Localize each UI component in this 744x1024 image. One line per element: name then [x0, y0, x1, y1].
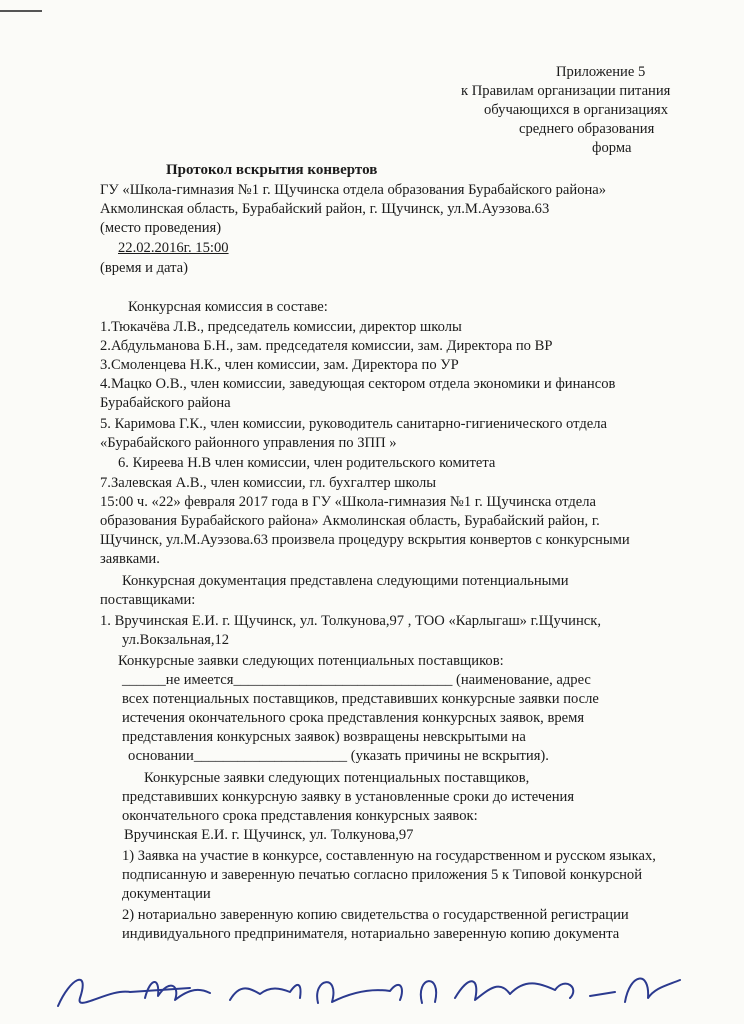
commission-member-5-cont: «Бурабайского районного управления по ЗПП » [100, 435, 397, 451]
body-line: Вручинская Е.И. г. Щучинск, ул. Толкунова,97 [124, 827, 414, 843]
commission-member-4: 4.Мацко О.В., член комиссии, заведующая сектором отдела экономики и финансов [100, 376, 616, 392]
body-line: образования Бурабайского района» Акмолинская область, Бурабайский район, г. [100, 513, 600, 529]
signature-4 [317, 982, 402, 1003]
scan-mark [0, 10, 42, 12]
body-line: Конкурсные заявки следующих потенциальных поставщиков: [118, 653, 504, 669]
organization-address: Акмолинская область, Бурабайский район, г. Щучинск, ул.М.Ауэзова.63 [100, 201, 550, 217]
body-line: поставщиками: [100, 592, 196, 608]
document-item-1: 1) Заявка на участие в конкурсе, составленную на государственном и русском языках, [122, 848, 656, 864]
body-line: Щучинск, ул.М.Ауэзова.63 произвела процедуру вскрытия конвертов с конкурсными [100, 532, 630, 548]
body-line: истечения окончательного срока представления конкурсных заявок, время [122, 710, 585, 726]
body-line: представления конкурсных заявок) возвращены невскрытыми на [122, 729, 526, 745]
annex-line-3: обучающихся в организациях [484, 102, 669, 118]
body-line: окончательного срока представления конкурсных заявок: [122, 808, 478, 824]
document-item-1-cont: подписанную и заверенную печатью согласно приложения 5 к Типовой конкурсной [122, 867, 643, 883]
signature-7 [590, 979, 680, 1002]
commission-member-1: 1.Тюкачёва Л.В., председатель комиссии, директор школы [100, 319, 462, 335]
document-item-2-cont: индивидуального предпринимателя, нотариально заверенную копию документа [122, 926, 620, 942]
body-line: всех потенциальных поставщиков, представивших конкурсные заявки после [122, 691, 599, 707]
annex-line-5: форма [592, 140, 632, 156]
body-line: 15:00 ч. «22» февраля 2017 года в ГУ «Школа-гимназия №1 г. Щучинска отдела [100, 494, 597, 510]
supplier-item-1: 1. Вручинская Е.И. г. Щучинск, ул. Толкунова,97 , ТОО «Карлыгаш» г.Щучинск, [100, 613, 601, 629]
commission-member-7: 7.Залевская А.В., член комиссии, гл. бухгалтер школы [100, 475, 437, 491]
signature-1 [58, 980, 190, 1006]
place-label: (место проведения) [100, 220, 222, 236]
document-item-1-cont: документации [122, 886, 211, 902]
annex-line-2: к Правилам организации питания [461, 83, 671, 99]
commission-member-4-cont: Бурабайского района [100, 395, 231, 411]
body-line: Конкурсная документация представлена следующими потенциальными [122, 573, 569, 589]
annex-line-4: среднего образования [519, 121, 655, 137]
document-item-2: 2) нотариально заверенную копию свидетельства о государственной регистрации [122, 907, 629, 923]
organization-name: ГУ «Школа-гимназия №1 г. Щучинска отдела образования Бурабайского района» [100, 182, 607, 198]
signature-5 [421, 981, 436, 1003]
body-line: Конкурсные заявки следующих потенциальных поставщиков, [144, 770, 530, 786]
annex-line-1: Приложение 5 [556, 64, 646, 80]
body-line: ______не имеется______________________________ (наименование, адрес [122, 672, 591, 688]
commission-member-5: 5. Каримова Г.К., член комиссии, руководитель санитарно-гигиенического отдела [100, 416, 607, 432]
supplier-item-1-cont: ул.Вокзальная,12 [122, 632, 230, 648]
body-line: заявками. [100, 551, 160, 567]
signature-6 [455, 981, 573, 1000]
commission-member-3: 3.Смоленцева Н.К., член комиссии, зам. Директора по УР [100, 357, 459, 373]
commission-member-2: 2.Абдульманова Б.Н., зам. председателя комиссии, зам. Директора по ВР [100, 338, 553, 354]
meeting-datetime: 22.02.2016г. 15:00 [118, 240, 229, 256]
body-line: представивших конкурсную заявку в установленные сроки до истечения [122, 789, 575, 805]
datetime-label: (время и дата) [100, 260, 188, 276]
commission-intro: Конкурсная комиссия в составе: [128, 299, 328, 315]
signature-3 [230, 985, 301, 1000]
body-line: основании_____________________ (указать причины не вскрытия). [128, 748, 549, 764]
commission-member-6: 6. Киреева Н.В член комиссии, член родительского комитета [118, 455, 496, 471]
document-title: Протокол вскрытия конвертов [166, 162, 378, 178]
signatures [50, 958, 700, 1018]
